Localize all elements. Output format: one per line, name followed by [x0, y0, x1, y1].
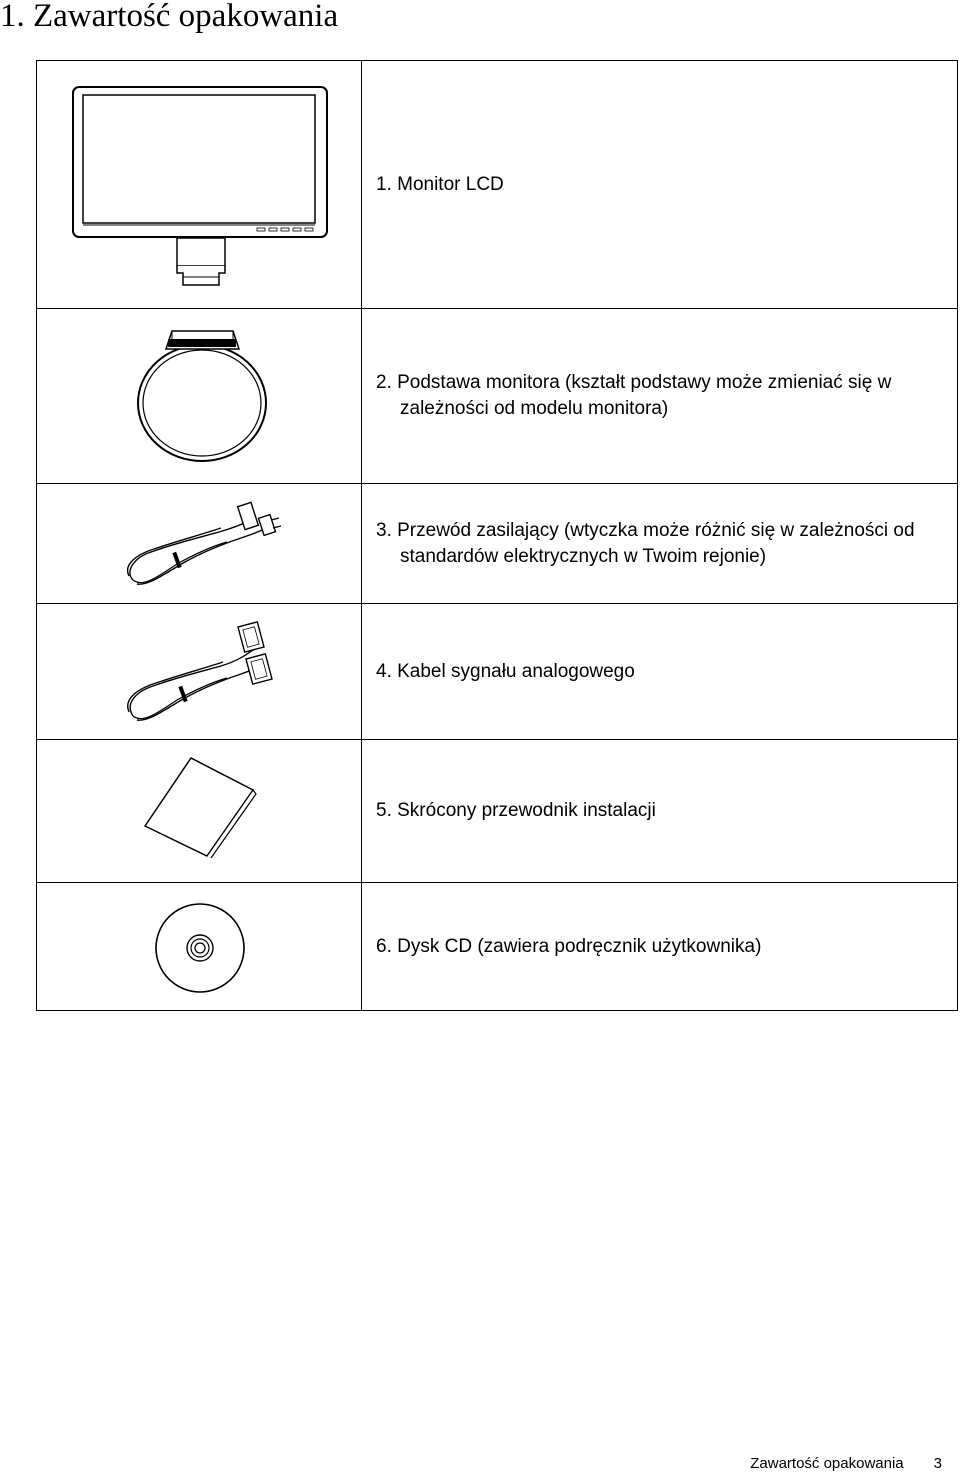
package-contents-table — [36, 60, 958, 1011]
item-label: 3. Przewód zasilający (wtyczka może różnić się w zależności od standardów elektrycznych w Twoim rejonie) — [376, 519, 915, 567]
page-number: 3 — [933, 1455, 942, 1472]
description-cell — [362, 309, 958, 484]
footer-section-title: Zawartość opakowania — [750, 1455, 904, 1472]
table-row — [37, 484, 958, 604]
vga-cable-icon — [125, 616, 275, 726]
monitor-base-icon — [133, 327, 271, 467]
page-title: 1. Zawartość opakowania — [0, 0, 339, 34]
cd-disc-icon — [153, 901, 247, 995]
item-label: 2. Podstawa monitora (kształt podstawy może zmieniać się w zależności od modelu monitora) — [376, 372, 892, 419]
image-cell — [37, 740, 362, 883]
image-cell — [37, 604, 362, 740]
table-row — [37, 309, 958, 484]
description-cell — [362, 61, 958, 309]
description-cell — [362, 484, 958, 604]
power-cord-icon — [123, 498, 283, 590]
description-cell — [362, 604, 958, 740]
image-cell — [37, 484, 362, 604]
image-cell — [37, 883, 362, 1011]
item-label: 5. Skrócony przewodnik instalacji — [376, 800, 656, 821]
item-label: 6. Dysk CD (zawiera podręcznik użytkownika) — [376, 935, 762, 957]
table-row — [37, 604, 958, 740]
table-row — [37, 61, 958, 309]
monitor-icon — [71, 85, 331, 291]
item-label: 1. Monitor LCD — [376, 173, 504, 195]
page-footer — [750, 1454, 942, 1474]
description-cell — [362, 883, 958, 1011]
table-row — [37, 740, 958, 883]
description-cell — [362, 740, 958, 883]
item-label: 4. Kabel sygnału analogowego — [376, 660, 635, 682]
image-cell — [37, 61, 362, 309]
table-row — [37, 883, 958, 1011]
quick-guide-icon — [141, 756, 261, 858]
image-cell — [37, 309, 362, 484]
